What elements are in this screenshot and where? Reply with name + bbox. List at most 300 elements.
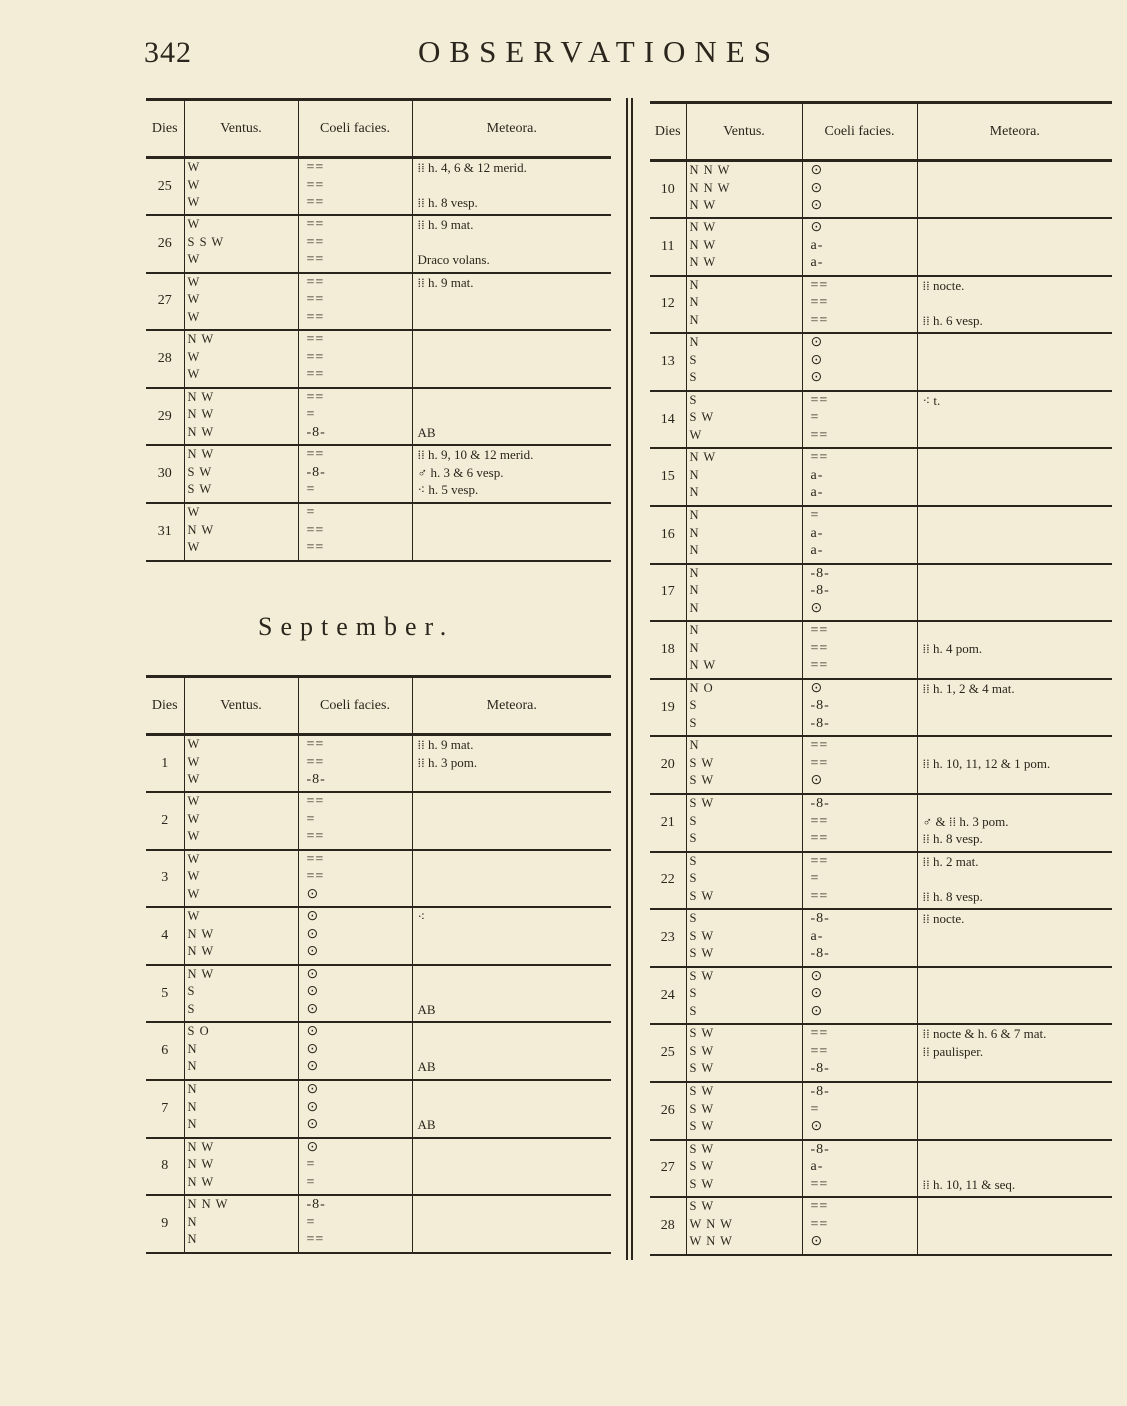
sky-line: ⊙: [810, 968, 824, 984]
meteora-line: ⁞⁞ nocte.: [922, 277, 965, 293]
meteora-line: ⁞⁞ h. 9, 10 & 12 merid.: [417, 447, 534, 463]
sky-line: ⊙: [306, 1024, 320, 1040]
wind-line: W: [187, 851, 201, 866]
meteora-line: ⁞⁞ h. 2 mat.: [922, 853, 979, 869]
sky-line: ==: [810, 813, 829, 829]
sky-line: ⊙: [306, 886, 320, 902]
header-meteora: Meteora.: [412, 100, 611, 158]
sky-cell: [298, 1195, 412, 1253]
wind-cell: [184, 965, 298, 1023]
wind-cell: [184, 330, 298, 388]
sky-cell: [802, 909, 917, 967]
wind-line: N: [187, 1117, 198, 1132]
meteora-line: [413, 331, 612, 349]
wind-line: N W: [689, 220, 717, 235]
august-table-block: [146, 98, 611, 562]
wind-line: N W: [689, 198, 717, 212]
sky-line: =: [306, 1214, 316, 1230]
wind-line: S W: [689, 1141, 715, 1156]
day-cell: 7: [146, 1080, 184, 1138]
wind-cell: [184, 1195, 298, 1253]
day-cell: 24: [650, 967, 686, 1025]
day-cell: 29: [146, 388, 184, 446]
sky-line: -8-: [306, 424, 326, 440]
meteora-cell: [917, 161, 1112, 219]
table-row: [650, 218, 1112, 276]
meteora-line: [413, 177, 612, 195]
table-row: [146, 388, 611, 446]
meteora-line: [918, 622, 1113, 640]
sky-line: ==: [810, 312, 829, 328]
meteora-line: ⁞⁞ h. 8 vesp.: [417, 195, 478, 210]
wind-line: W: [187, 794, 201, 809]
meteora-line: [413, 886, 612, 904]
sky-line: ==: [810, 738, 829, 754]
meteora-line: ⁞⁞ h. 3 pom.: [417, 754, 478, 770]
meteora-line: [413, 389, 612, 407]
wind-cell: [686, 391, 802, 449]
sky-line: ==: [306, 252, 325, 268]
wind-line: W: [187, 811, 201, 826]
day-cell: 1: [146, 735, 184, 793]
meteora-line: AB: [417, 1001, 436, 1017]
wind-line: W: [187, 737, 201, 751]
wind-line: S: [187, 984, 196, 999]
sky-cell: [802, 1082, 917, 1140]
wind-line: W: [187, 274, 201, 289]
meteora-line: [918, 1216, 1113, 1234]
sky-cell: [298, 735, 412, 793]
sky-line: a-: [810, 928, 824, 944]
sky-line: =: [306, 407, 316, 423]
meteora-line: [413, 1174, 612, 1192]
meteora-cell: [917, 967, 1112, 1025]
day-cell: 23: [650, 909, 686, 967]
wind-line: W: [187, 252, 201, 267]
sky-cell: [298, 503, 412, 561]
wind-line: N: [187, 1214, 198, 1229]
meteora-line: Draco volans.: [417, 252, 490, 268]
wind-line: S: [689, 352, 698, 367]
wind-line: N W: [187, 447, 215, 462]
sky-line: ==: [306, 367, 325, 383]
meteora-line: ♂ h. 3 & 6 vesp.: [417, 464, 504, 480]
sky-line: a-: [810, 543, 824, 559]
meteora-line: [413, 983, 612, 1001]
day-cell: 27: [650, 1140, 686, 1198]
header-coeli: Coeli facies.: [298, 677, 412, 735]
meteora-cell: [412, 1138, 611, 1196]
sky-line: =: [306, 811, 316, 827]
sky-cell: [298, 1080, 412, 1138]
sky-line: ==: [306, 234, 325, 250]
day-cell: 14: [650, 391, 686, 449]
sky-line: -8-: [810, 698, 830, 714]
day-cell: 9: [146, 1195, 184, 1253]
wind-line: W: [187, 309, 201, 324]
day-cell: 4: [146, 907, 184, 965]
meteora-line: ⁞⁞ h. 4, 6 & 12 merid.: [417, 160, 527, 175]
meteora-line: ⁞⁞ h. 6 vesp.: [922, 312, 983, 328]
wind-cell: [184, 850, 298, 908]
sky-line: -8-: [810, 796, 830, 812]
meteora-line: ⁞⁞ h. 1, 2 & 4 mat.: [922, 680, 1015, 696]
sky-line: -8-: [810, 583, 830, 599]
sky-line: ==: [810, 658, 829, 674]
meteora-line: [413, 1214, 612, 1232]
wind-cell: [686, 1140, 802, 1198]
table-row: [146, 907, 611, 965]
wind-line: S W: [689, 946, 715, 961]
meteora-line: [918, 1003, 1113, 1021]
wind-line: S: [689, 831, 698, 846]
wind-line: N N W: [689, 180, 731, 195]
sky-line: ⊙: [810, 1003, 824, 1019]
wind-line: S: [689, 853, 698, 868]
meteora-line: [918, 427, 1113, 445]
table-row: [650, 679, 1112, 737]
day-cell: 25: [146, 158, 184, 216]
day-cell: 8: [146, 1138, 184, 1196]
sky-cell: [298, 965, 412, 1023]
meteora-line: [918, 1101, 1113, 1119]
wind-line: S W: [689, 410, 715, 425]
wind-line: W: [187, 349, 201, 364]
sky-line: -8-: [810, 565, 830, 581]
meteora-cell: [412, 445, 611, 503]
sky-line: ==: [810, 1176, 829, 1192]
meteora-line: [918, 369, 1113, 387]
meteora-line: [918, 294, 1113, 312]
sky-line: ⊙: [810, 352, 824, 368]
wind-cell: [184, 388, 298, 446]
wind-line: W N W: [689, 1216, 733, 1231]
sky-line: ==: [810, 1026, 829, 1042]
wind-line: N W: [187, 407, 215, 422]
sky-line: ⊙: [306, 1099, 320, 1115]
wind-cell: [686, 448, 802, 506]
table-row: [650, 794, 1112, 852]
wind-line: N O: [689, 680, 714, 695]
meteora-cell: [412, 215, 611, 273]
meteora-line: [413, 504, 612, 522]
wind-cell: [184, 1080, 298, 1138]
wind-cell: [184, 215, 298, 273]
sky-line: ==: [306, 349, 325, 365]
day-cell: 3: [146, 850, 184, 908]
sky-cell: [802, 161, 917, 219]
meteora-line: [413, 539, 612, 557]
wind-line: W: [187, 909, 201, 924]
wind-cell: [686, 506, 802, 564]
wind-line: N: [689, 312, 700, 327]
sky-line: ⊙: [810, 163, 824, 178]
meteora-cell: [917, 794, 1112, 852]
meteora-line: [918, 1158, 1113, 1176]
sky-line: a-: [810, 525, 824, 541]
sky-line: ==: [306, 274, 325, 290]
meteora-line: ⁖ t.: [922, 392, 941, 408]
sky-line: ==: [810, 755, 829, 771]
wind-line: N: [689, 543, 700, 558]
header-dies: Dies: [146, 100, 184, 158]
sky-cell: [802, 794, 917, 852]
wind-line: W: [187, 754, 201, 769]
meteora-line: [413, 291, 612, 309]
sky-line: -8-: [810, 715, 830, 731]
meteora-line: [413, 349, 612, 367]
wind-line: N: [689, 485, 700, 500]
day-cell: 18: [650, 621, 686, 679]
column-divider: [631, 98, 633, 1260]
wind-line: W: [187, 829, 201, 844]
wind-line: N N W: [689, 163, 731, 177]
meteora-line: ⁖ h. 5 vesp.: [417, 482, 479, 498]
sky-cell: [298, 158, 412, 216]
meteora-line: [918, 1141, 1113, 1159]
table-row: [146, 445, 611, 503]
table-row: [146, 1022, 611, 1080]
table-row: [650, 967, 1112, 1025]
day-cell: 31: [146, 503, 184, 561]
wind-line: N: [187, 1082, 198, 1097]
meteora-line: [918, 197, 1113, 215]
day-cell: 10: [650, 161, 686, 219]
wind-line: N: [689, 738, 700, 753]
meteora-line: [413, 1139, 612, 1157]
meteora-line: [918, 1118, 1113, 1136]
sky-cell: [802, 276, 917, 334]
sky-cell: [298, 445, 412, 503]
meteora-line: [413, 868, 612, 886]
sky-line: ⊙: [810, 600, 824, 616]
wind-cell: [686, 1197, 802, 1255]
meteora-line: [918, 582, 1113, 600]
meteora-line: [413, 926, 612, 944]
day-cell: 20: [650, 736, 686, 794]
sky-line: ⊙: [810, 986, 824, 1002]
meteora-cell: [412, 388, 611, 446]
sky-line: =: [306, 482, 316, 498]
wind-cell: [184, 273, 298, 331]
wind-cell: [686, 564, 802, 622]
wind-line: S: [689, 1003, 698, 1018]
sky-line: ==: [306, 160, 325, 175]
wind-line: N W: [187, 926, 215, 941]
meteora-line: [918, 968, 1113, 986]
meteora-line: [413, 1231, 612, 1249]
sky-line: =: [810, 508, 820, 524]
meteora-line: [918, 657, 1113, 675]
table-row: [650, 506, 1112, 564]
wind-cell: [184, 1022, 298, 1080]
wind-cell: [686, 218, 802, 276]
sky-cell: [298, 215, 412, 273]
sky-line: ⊙: [810, 198, 824, 213]
meteora-line: AB: [417, 1117, 436, 1133]
meteora-line: [413, 366, 612, 384]
wind-line: W: [187, 177, 201, 192]
meteora-line: [918, 484, 1113, 502]
sky-line: ⊙: [306, 1001, 320, 1017]
wind-line: S: [689, 986, 698, 1001]
sky-line: =: [306, 1174, 316, 1190]
meteora-cell: [412, 158, 611, 216]
meteora-line: [413, 309, 612, 327]
meteora-line: ⁖: [417, 909, 426, 925]
wind-line: N W: [187, 389, 215, 404]
wind-line: N: [689, 623, 700, 638]
table-row: [650, 909, 1112, 967]
sky-line: ==: [306, 522, 325, 538]
meteora-line: [918, 737, 1113, 755]
wind-line: N W: [187, 1139, 215, 1154]
meteora-line: [918, 352, 1113, 370]
meteora-cell: [412, 850, 611, 908]
day-cell: 13: [650, 333, 686, 391]
day-cell: 12: [650, 276, 686, 334]
meteora-line: [918, 772, 1113, 790]
header-meteora: Meteora.: [917, 103, 1112, 161]
meteora-cell: [412, 735, 611, 793]
column-divider: [626, 98, 628, 1260]
wind-line: S W: [187, 464, 213, 479]
wind-line: W: [187, 292, 201, 307]
wind-line: N: [689, 600, 700, 615]
sky-line: -8-: [810, 1141, 830, 1157]
meteora-line: [413, 1196, 612, 1214]
wind-line: W: [187, 195, 201, 209]
sky-line: ⊙: [810, 180, 824, 196]
meteora-cell: [917, 1082, 1112, 1140]
wind-line: S W: [689, 1084, 715, 1098]
sky-cell: [802, 506, 917, 564]
sky-cell: [802, 621, 917, 679]
wind-cell: [686, 276, 802, 334]
sky-cell: [298, 907, 412, 965]
sky-line: ⊙: [306, 966, 320, 982]
meteora-line: [413, 1099, 612, 1117]
day-cell: 6: [146, 1022, 184, 1080]
sky-line: =: [306, 505, 316, 521]
august-table: [146, 98, 611, 562]
sky-cell: [298, 330, 412, 388]
meteora-cell: [917, 852, 1112, 910]
wind-line: S W: [689, 1159, 715, 1174]
sky-cell: [802, 564, 917, 622]
wind-cell: [184, 907, 298, 965]
header-dies: Dies: [146, 677, 184, 735]
meteora-line: [918, 254, 1113, 272]
wind-cell: [686, 621, 802, 679]
sky-line: ⊙: [306, 1041, 320, 1057]
sky-line: -8-: [306, 772, 326, 787]
day-cell: 26: [146, 215, 184, 273]
sky-line: ==: [810, 640, 829, 656]
meteora-line: [413, 1156, 612, 1174]
wind-line: S: [689, 871, 698, 886]
sky-line: =: [810, 410, 820, 426]
sky-line: ==: [306, 851, 325, 867]
wind-line: S O: [187, 1024, 210, 1039]
sky-line: ⊙: [306, 1082, 320, 1098]
meteora-line: [918, 600, 1113, 618]
table-row: [146, 792, 611, 850]
meteora-line: [413, 943, 612, 961]
meteora-line: [918, 525, 1113, 543]
sky-line: ⊙: [306, 1059, 320, 1075]
meteora-cell: [917, 1197, 1112, 1255]
sky-line: =: [810, 871, 820, 887]
wind-line: N: [689, 295, 700, 310]
wind-line: S W: [689, 796, 715, 811]
meteora-line: [918, 219, 1113, 237]
wind-line: S: [689, 813, 698, 828]
meteora-line: ⁞⁞ h. 10, 11 & seq.: [922, 1176, 1016, 1192]
wind-line: S S W: [187, 234, 225, 249]
sky-line: -8-: [306, 464, 326, 480]
wind-line: S: [689, 370, 698, 385]
sky-line: -8-: [810, 1084, 830, 1099]
meteora-line: ⁞⁞ h. 8 vesp.: [922, 831, 983, 847]
wind-line: N: [187, 1041, 198, 1056]
wind-line: N: [689, 508, 700, 523]
sky-cell: [802, 1024, 917, 1082]
meteora-line: [918, 542, 1113, 560]
meteora-cell: [917, 1024, 1112, 1082]
wind-line: S: [689, 698, 698, 713]
meteora-line: [413, 1081, 612, 1099]
table-row: [650, 1140, 1112, 1198]
meteora-cell: [412, 1080, 611, 1138]
day-cell: 5: [146, 965, 184, 1023]
wind-line: S W: [689, 755, 715, 770]
meteora-line: [413, 793, 612, 811]
september-left-table-block: [146, 675, 611, 1254]
meteora-line: ⁞⁞ paulisper.: [922, 1043, 984, 1059]
meteora-cell: [412, 330, 611, 388]
sky-line: ==: [810, 1216, 829, 1232]
wind-line: S: [689, 392, 698, 407]
sky-cell: [802, 852, 917, 910]
meteora-line: ⁞⁞ h. 9 mat.: [417, 737, 474, 752]
sky-line: -8-: [810, 946, 830, 962]
meteora-cell: [412, 965, 611, 1023]
sky-line: ==: [810, 888, 829, 904]
table-row: [650, 621, 1112, 679]
sky-line: =: [810, 1101, 820, 1117]
wind-line: S W: [689, 1176, 715, 1191]
wind-line: N: [187, 1099, 198, 1114]
wind-cell: [686, 679, 802, 737]
sky-line: ==: [306, 829, 325, 845]
sky-cell: [802, 1140, 917, 1198]
meteora-cell: [917, 506, 1112, 564]
sky-cell: [298, 388, 412, 446]
wind-line: N: [689, 583, 700, 598]
sky-line: ⊙: [306, 944, 320, 960]
sky-line: -8-: [306, 1197, 326, 1213]
sky-line: -8-: [810, 1061, 830, 1077]
meteora-cell: [412, 1195, 611, 1253]
sky-line: a-: [810, 485, 824, 501]
wind-line: W: [689, 427, 703, 442]
wind-line: N: [689, 640, 700, 655]
table-row: [146, 1195, 611, 1253]
meteora-cell: [917, 218, 1112, 276]
page-number: 342: [144, 36, 192, 69]
sky-cell: [802, 679, 917, 737]
